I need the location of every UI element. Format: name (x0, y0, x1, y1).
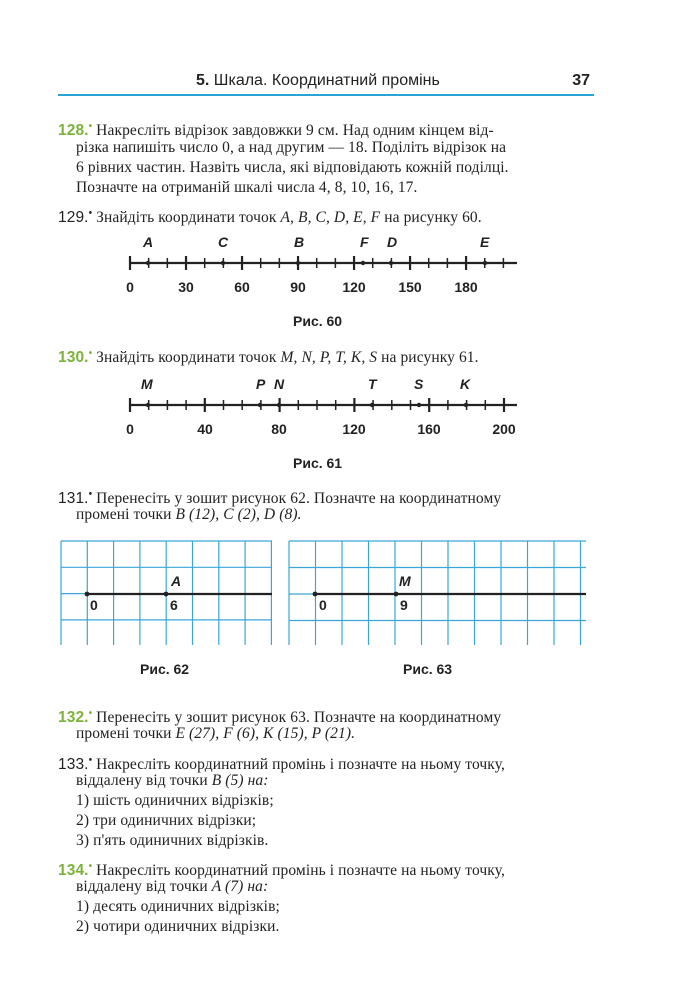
exercise-132-line2: промені точки E (27), F (6), K (15), P (21). (76, 725, 356, 742)
section-title: 5. Шкала. Координатний промінь (196, 72, 440, 89)
point-k (464, 403, 468, 407)
label-a: A (171, 573, 182, 589)
exercise-128-line: 6 рівних частин. Назвіть числа, які відповідають кожній поділці. (76, 159, 509, 176)
point-f (361, 261, 365, 265)
exercise-133: 133.• Накресліть координатний промінь і позначте на ньому точку, (58, 755, 505, 773)
point-c (221, 261, 225, 265)
exercise-131-line2: промені точки B (12), C (2), D (8). (76, 506, 302, 523)
figure-61-number-line (110, 372, 540, 447)
exercise-133-item: 3) п'ять одиничних відрізків. (76, 832, 269, 849)
exercise-133-item: 1) шість одиничних відрізків; (76, 792, 274, 809)
tick-label: 180 (454, 279, 478, 295)
exercise-129: 129.• Знайдіть координати точок A, B, C, D, E, F на рисунку 60. (58, 208, 482, 226)
label-c: C (218, 234, 229, 250)
origin-point (85, 592, 90, 597)
point-d (389, 261, 393, 265)
label-f: F (360, 234, 369, 250)
origin-point (313, 592, 318, 597)
point-b (296, 261, 300, 265)
caption-fig63: Рис. 63 (403, 661, 453, 677)
tick-label: 200 (492, 421, 516, 437)
figure-60-number-line (110, 230, 540, 305)
figure-62-grid (60, 540, 275, 646)
exercise-131: 131.• Перенесіть у зошит рисунок 62. Позначте на координатному (58, 489, 502, 507)
point-a (146, 261, 150, 265)
exercise-134-line2: віддалену від точки A (7) на: (76, 878, 269, 895)
point-e (483, 261, 487, 265)
exercise-133-line2: віддалену від точки B (5) на: (76, 772, 269, 789)
label-d: D (387, 234, 398, 250)
tick-label: 120 (342, 421, 366, 437)
label-b: B (294, 234, 305, 250)
point-s (417, 403, 421, 407)
exercise-number: 128. (58, 122, 89, 139)
point-n (277, 403, 281, 407)
point-p (258, 403, 262, 407)
tick-label: 30 (178, 279, 194, 295)
exercise-134: 134.• Накресліть координатний промінь і позначте на ньому точку, (58, 861, 505, 879)
label-n: N (274, 376, 285, 392)
value-label: 9 (400, 597, 408, 613)
exercise-133-item: 2) три одиничних відрізки; (76, 812, 257, 829)
exercise-128-line: Позначте на отриманій шкалі числа 4, 8, 10, 16, 17. (76, 179, 418, 196)
label-a: A (143, 234, 154, 250)
tick-label: 80 (271, 421, 287, 437)
point-m (394, 592, 399, 597)
exercise-130: 130.• Знайдіть координати точок M, N, P, T, K, S на рисунку 61. (58, 348, 479, 366)
tick-label: 60 (234, 279, 250, 295)
label-p: P (256, 376, 266, 392)
exercise-128-line: різка напишіть число 0, а над другим — 18. Поділіть відрізок на (76, 139, 507, 156)
tick-label: 120 (342, 279, 366, 295)
tick-label: 40 (197, 421, 213, 437)
header-rule (58, 94, 594, 96)
exercise-128: 128.• Накресліть відрізок завдовжки 9 см. Над одним кінцем від- (58, 121, 494, 139)
label-m: M (399, 573, 411, 589)
label-k: K (460, 376, 471, 392)
tick-label: 0 (126, 421, 134, 437)
point-a (164, 592, 169, 597)
page-header (58, 64, 594, 94)
origin-label: 0 (90, 597, 98, 613)
tick-label: 150 (398, 279, 422, 295)
caption-fig60: Рис. 60 (293, 313, 343, 329)
figure-63-grid (288, 540, 588, 646)
exercise-132: 132.• Перенесіть у зошит рисунок 63. Позначте на координатному (58, 708, 502, 726)
label-s: S (414, 376, 424, 392)
caption-fig62: Рис. 62 (140, 661, 190, 677)
exercise-134-item: 2) чотири одиничних відрізки. (76, 918, 280, 935)
tick-label: 160 (417, 421, 441, 437)
tick-label: 0 (126, 279, 134, 295)
value-label: 6 (170, 597, 178, 613)
label-m: M (141, 376, 153, 392)
tick-label: 90 (290, 279, 306, 295)
label-e: E (480, 234, 490, 250)
label-t: T (368, 376, 377, 392)
point-t (370, 403, 374, 407)
point-m (146, 403, 150, 407)
caption-fig61: Рис. 61 (293, 455, 343, 471)
exercise-134-item: 1) десять одиничних відрізків; (76, 898, 280, 915)
page-number: 37 (572, 72, 590, 89)
origin-label: 0 (319, 597, 327, 613)
